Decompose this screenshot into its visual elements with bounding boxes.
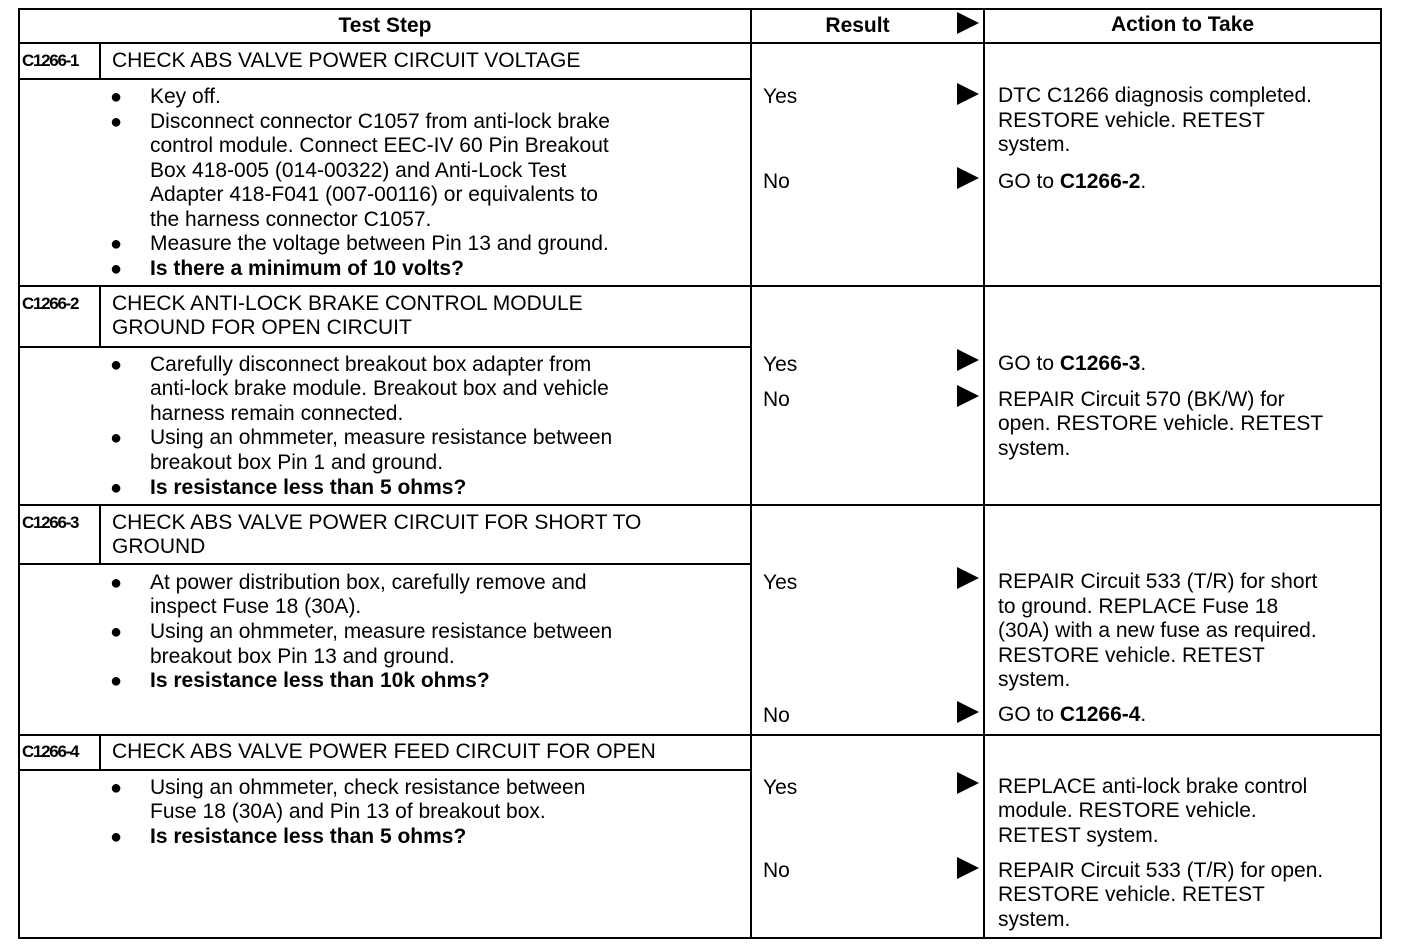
step-title: CHECK ABS VALVE POWER CIRCUIT VOLTAGE — [112, 49, 581, 72]
arrow-icon — [957, 701, 979, 723]
bullet-icon: ● — [110, 111, 123, 133]
result-yes: Yes — [763, 571, 798, 594]
title-divider — [18, 563, 752, 565]
arrow-icon — [957, 772, 979, 794]
bullet-text: Using an ohmmeter, measure resistance between — [150, 620, 613, 643]
action-text: RESTORE vehicle. RETEST — [998, 883, 1265, 906]
header-test-step: Test Step — [338, 14, 432, 37]
action-goto-target: C1266-4 — [1059, 703, 1141, 726]
bullet-text: Measure the voltage between Pin 13 and ground. — [150, 232, 609, 255]
bullet-icon: ● — [110, 354, 123, 376]
action-text: open. RESTORE vehicle. RETEST — [998, 412, 1324, 435]
action-text: to ground. REPLACE Fuse 18 — [998, 595, 1279, 618]
action-text: module. RESTORE vehicle. — [998, 799, 1257, 822]
action-text: REPAIR Circuit 533 (T/R) for open. — [998, 859, 1324, 882]
action-goto-suffix: . — [1140, 170, 1147, 193]
action-goto — [998, 170, 1146, 195]
action-text: REPLACE anti-lock brake control — [998, 775, 1308, 798]
bullet-icon: ● — [110, 621, 123, 643]
arrow-icon — [957, 167, 979, 189]
result-no: No — [763, 170, 790, 193]
action-goto-prefix: GO to — [998, 703, 1060, 726]
arrow-icon — [957, 567, 979, 589]
bullet-question: Is resistance less than 5 ohms? — [150, 825, 467, 848]
step-title: GROUND FOR OPEN CIRCUIT — [112, 316, 412, 339]
action-text: system. — [998, 908, 1071, 931]
title-divider — [18, 346, 752, 348]
bullet-text: Using an ohmmeter, measure resistance between — [150, 426, 613, 449]
action-goto — [998, 352, 1146, 377]
action-goto — [998, 703, 1146, 728]
step-divider — [18, 285, 1382, 287]
action-text: RETEST system. — [998, 824, 1159, 847]
table-border-right — [1380, 8, 1382, 939]
bullet-icon: ● — [110, 777, 123, 799]
column-divider-result — [750, 8, 752, 939]
bullet-text: At power distribution box, carefully remove and — [150, 571, 587, 594]
action-text: REPAIR Circuit 533 (T/R) for short — [998, 570, 1318, 593]
bullet-text: the harness connector C1057. — [150, 208, 432, 231]
step-title: CHECK ANTI-LOCK BRAKE CONTROL MODULE — [112, 292, 583, 315]
bullet-text: breakout box Pin 13 and ground. — [150, 645, 455, 668]
action-text: DTC C1266 diagnosis completed. — [998, 84, 1312, 107]
step-title: CHECK ABS VALVE POWER CIRCUIT FOR SHORT TO — [112, 511, 642, 534]
bullet-text: Carefully disconnect breakout box adapter from — [150, 353, 592, 376]
bullet-text: Box 418-005 (014-00322) and Anti-Lock Test — [150, 159, 567, 182]
bullet-icon: ● — [110, 572, 123, 594]
arrow-icon — [957, 83, 979, 105]
header-divider — [18, 42, 1382, 44]
step-title: GROUND — [112, 535, 206, 558]
bullet-icon: ● — [110, 427, 123, 449]
action-text: system. — [998, 437, 1071, 460]
step-id: C1266-3 — [22, 513, 79, 532]
bullet-text: Fuse 18 (30A) and Pin 13 of breakout box. — [150, 800, 546, 823]
id-box-divider — [99, 44, 101, 80]
bullet-question: Is resistance less than 10k ohms? — [150, 669, 490, 692]
bullet-text: Disconnect connector C1057 from anti-lock brake — [150, 110, 610, 133]
action-text: REPAIR Circuit 570 (BK/W) for — [998, 388, 1285, 411]
bullet-text: breakout box Pin 1 and ground. — [150, 451, 444, 474]
bullet-icon: ● — [110, 670, 123, 692]
step-divider — [18, 504, 1382, 506]
action-text: system. — [998, 133, 1071, 156]
arrow-icon — [957, 349, 979, 371]
id-box-divider — [99, 736, 101, 771]
action-goto-target: C1266-2 — [1059, 170, 1141, 193]
bullet-text: control module. Connect EEC-IV 60 Pin Breakout — [150, 134, 609, 157]
bullet-text: Adapter 418-F041 (007-00116) or equivalents to — [150, 183, 598, 206]
step-id: C1266-1 — [22, 51, 79, 70]
step-id: C1266-4 — [22, 742, 79, 761]
column-divider-action — [983, 8, 985, 939]
table-border-left — [18, 8, 20, 939]
action-goto-suffix: . — [1140, 703, 1147, 726]
title-divider — [18, 78, 752, 80]
action-text: RESTORE vehicle. RETEST — [998, 644, 1265, 667]
header-result: Result — [825, 14, 890, 37]
bullet-icon: ● — [110, 477, 123, 499]
result-yes: Yes — [763, 776, 798, 799]
action-goto-prefix: GO to — [998, 170, 1060, 193]
step-divider — [18, 734, 1382, 736]
table-border-bottom — [18, 937, 1382, 939]
arrow-icon — [957, 385, 979, 407]
action-text: system. — [998, 668, 1071, 691]
header-action: Action to Take — [1110, 13, 1255, 36]
bullet-text: Key off. — [150, 85, 221, 108]
action-goto-target: C1266-3 — [1059, 352, 1141, 375]
bullet-question: Is there a minimum of 10 volts? — [150, 257, 464, 280]
bullet-icon: ● — [110, 233, 123, 255]
bullet-question: Is resistance less than 5 ohms? — [150, 476, 467, 499]
result-no: No — [763, 859, 790, 882]
bullet-icon: ● — [110, 86, 123, 108]
step-title: CHECK ABS VALVE POWER FEED CIRCUIT FOR OPEN — [112, 740, 656, 763]
bullet-text: inspect Fuse 18 (30A). — [150, 595, 362, 618]
result-yes: Yes — [763, 85, 798, 108]
action-text: (30A) with a new fuse as required. — [998, 619, 1317, 642]
step-id: C1266-2 — [22, 294, 79, 313]
title-divider — [18, 769, 752, 771]
bullet-icon: ● — [110, 258, 123, 280]
action-goto-suffix: . — [1140, 352, 1147, 375]
bullet-text: Using an ohmmeter, check resistance between — [150, 776, 586, 799]
result-no: No — [763, 704, 790, 727]
result-yes: Yes — [763, 353, 798, 376]
id-box-divider — [99, 287, 101, 348]
arrow-icon — [957, 857, 979, 879]
header-arrow-icon — [957, 12, 979, 34]
bullet-text: harness remain connected. — [150, 402, 404, 425]
action-goto-prefix: GO to — [998, 352, 1060, 375]
action-text: RESTORE vehicle. RETEST — [998, 109, 1265, 132]
id-box-divider — [99, 506, 101, 565]
bullet-text: anti-lock brake module. Breakout box and vehicle — [150, 377, 609, 400]
bullet-icon: ● — [110, 826, 123, 848]
result-no: No — [763, 388, 790, 411]
